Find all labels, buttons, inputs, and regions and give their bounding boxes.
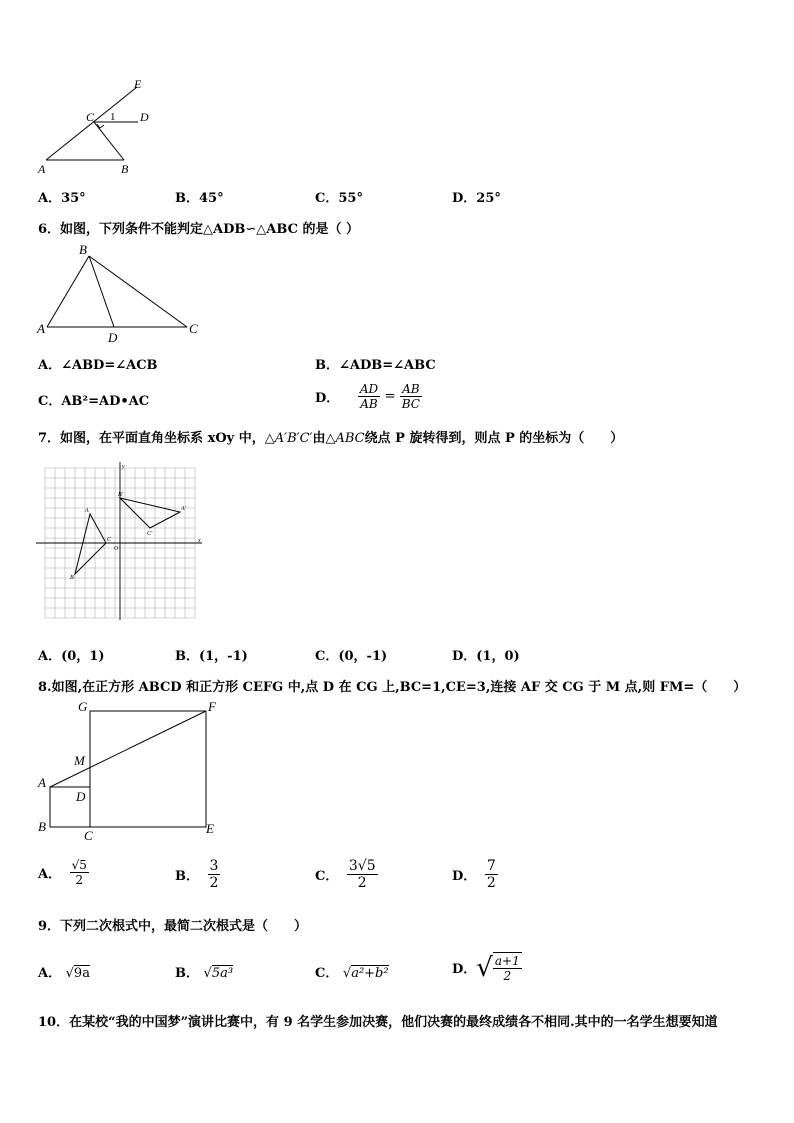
q6-figure xyxy=(34,240,209,346)
q8-option-d-den: 2 xyxy=(486,875,496,891)
q8-option-b-num: 3 xyxy=(209,858,219,874)
q8-option-c-prefix: C． xyxy=(315,869,339,884)
q9-option-a-radicand: 9a xyxy=(73,966,90,981)
q8-label-A: A xyxy=(38,775,46,790)
q9-option-d-prefix: D． xyxy=(452,962,477,977)
q6-label-C: C xyxy=(189,321,198,336)
q7-option-b: B．(1，-1) xyxy=(175,649,248,664)
q5-option-a: A．35° xyxy=(38,191,86,206)
q6-option-d-frac1 xyxy=(358,382,380,411)
q8-option-c xyxy=(315,858,378,891)
q8-option-b-frac xyxy=(208,858,221,891)
q8-option-a-den: 2 xyxy=(75,873,84,887)
q8-option-c-num: 3√5 xyxy=(348,858,376,874)
q7-stem xyxy=(38,427,623,446)
q8-option-d xyxy=(452,858,498,891)
q9-option-b-radicand: 5a³ xyxy=(211,966,234,981)
q7-stem-tri1: A′B′C′ xyxy=(274,431,313,446)
q5-label-E: E xyxy=(134,78,142,91)
q5-option-c: C．55° xyxy=(315,191,363,206)
q7-option-c: C．(0，-1) xyxy=(315,649,388,664)
q9-option-b xyxy=(175,962,233,981)
q9-option-c xyxy=(315,962,389,981)
q8-figure xyxy=(34,697,224,843)
q7-stem-tri2: ABC xyxy=(335,431,365,446)
q8-option-d-num: 7 xyxy=(486,858,496,874)
q6-option-d-num1: AD xyxy=(359,382,379,396)
q7-label-A: A xyxy=(85,508,89,514)
q7-label-x: x xyxy=(198,538,201,544)
q7-stem-c: 绕点 P 旋转得到，则点 P 的坐标为（ ） xyxy=(364,431,624,446)
q8-option-a-num: √5 xyxy=(71,858,87,872)
q9-option-d-frac xyxy=(493,952,522,983)
q9-option-a-prefix: A． xyxy=(38,966,62,981)
q7-option-a: A．(0，1) xyxy=(38,649,105,664)
q6-option-d-num2: AB xyxy=(402,382,420,396)
q8-option-b-den: 2 xyxy=(209,875,219,891)
q6-option-d-den1: AB xyxy=(360,397,378,411)
q5-figure xyxy=(34,78,164,178)
q8-option-d-frac xyxy=(485,858,498,891)
q5-label-B: B xyxy=(121,162,129,176)
q6-option-d-den2: BC xyxy=(401,397,420,411)
q7-label-y: y xyxy=(122,464,125,470)
q9-option-c-radicand: a²+b² xyxy=(351,966,389,981)
q7-stem-b: 由△ xyxy=(312,431,336,446)
q7-grid-figure xyxy=(36,460,208,622)
q9-option-d-den: 2 xyxy=(503,969,512,983)
q5-label-A: A xyxy=(38,162,46,176)
q8-label-B: B xyxy=(38,819,46,834)
q7-label-C: C xyxy=(107,537,112,543)
q8-label-G: G xyxy=(78,699,88,714)
q6-option-c: C．AB²=AD•AC xyxy=(38,394,150,409)
q9-option-a-radical-icon: √ xyxy=(65,966,74,981)
q8-option-d-prefix: D． xyxy=(452,869,477,884)
q8-option-b xyxy=(175,858,220,891)
q5-label-C: C xyxy=(86,110,95,124)
q8-stem: 8.如图,在正方形 ABCD 和正方形 CEFG 中,点 D 在 CG 上,BC=1,CE=3,连接 AF 交 CG 于 M 点,则 FM=（ ） xyxy=(38,680,747,695)
q8-label-D: D xyxy=(76,789,86,804)
q7-label-B: B xyxy=(70,575,74,581)
q6-option-d-frac2 xyxy=(400,382,421,411)
q7-stem-a: 7．如图，在平面直角坐标系 xOy 中，△ xyxy=(38,431,275,446)
q6-option-b: B．∠ADB=∠ABC xyxy=(315,358,436,373)
q5-option-d: D．25° xyxy=(452,191,501,206)
q6-stem: 6．如图，下列条件不能判定△ADB∽△ABC 的是（ ） xyxy=(38,222,359,237)
q7-label-O: O xyxy=(114,546,119,552)
q5-label-1: 1 xyxy=(110,111,116,123)
q8-label-C: C xyxy=(84,828,93,843)
q5-option-b: B．45° xyxy=(175,191,224,206)
q9-option-b-prefix: B． xyxy=(175,966,199,981)
q7-label-C1: C' xyxy=(147,531,153,537)
q8-label-M: M xyxy=(74,753,85,768)
q9-option-d-num: a+1 xyxy=(494,954,520,968)
q6-option-d-eq: = xyxy=(384,389,396,404)
q9-option-a xyxy=(38,962,90,981)
q6-label-B: B xyxy=(79,242,87,257)
q5-label-D: D xyxy=(140,110,149,124)
q6-option-d xyxy=(315,382,422,411)
q9-stem: 9．下列二次根式中，最简二次根式是（ ） xyxy=(38,919,308,934)
q7-label-A1: A' xyxy=(181,506,186,512)
q8-option-a-prefix: A． xyxy=(38,867,62,882)
q9-option-b-radical-icon: √ xyxy=(203,966,212,981)
q8-option-c-frac xyxy=(347,858,378,891)
q8-label-F: F xyxy=(208,699,216,714)
q10-stem: 10．在某校“我的中国梦”演讲比赛中，有 9 名学生参加决赛，他们决赛的最终成绩各不相同.其中的一名学生想要知道 xyxy=(38,1015,718,1030)
q6-label-A: A xyxy=(37,321,45,336)
q6-label-D: D xyxy=(108,330,118,345)
q9-option-d xyxy=(452,952,522,983)
q8-option-a xyxy=(38,858,89,887)
q9-option-c-radical-icon: √ xyxy=(342,966,352,981)
q6-option-a: A．∠ABD=∠ACB xyxy=(38,358,158,373)
q7-label-B1: B' xyxy=(118,492,123,498)
q8-label-E: E xyxy=(206,821,214,836)
q7-option-d: D．(1，0) xyxy=(452,649,520,664)
q9-option-c-prefix: C． xyxy=(315,966,339,981)
q9-option-d-radical-icon: √ xyxy=(476,952,493,983)
q6-option-d-prefix: D． xyxy=(315,391,340,406)
q8-option-c-den: 2 xyxy=(357,875,367,891)
q8-option-a-frac xyxy=(70,858,89,887)
q8-option-b-prefix: B． xyxy=(175,869,199,884)
